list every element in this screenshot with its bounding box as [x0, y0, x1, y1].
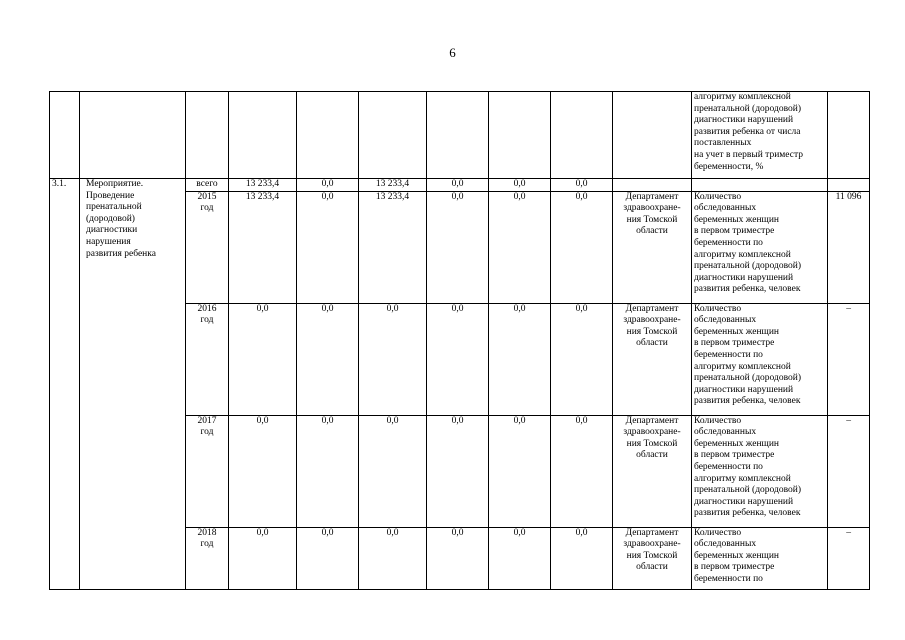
value-cell	[427, 92, 489, 179]
result-value: –	[828, 527, 870, 589]
year-value: 0,0	[359, 415, 427, 527]
total-value: 0,0	[427, 179, 489, 192]
indicator-cell	[692, 179, 828, 192]
value-cell	[359, 92, 427, 179]
year-value: 0,0	[297, 303, 359, 415]
result-cell	[828, 92, 870, 179]
year-value: 13 233,4	[359, 191, 427, 303]
year-label: 2016 год	[186, 303, 229, 415]
indicator: Количество обследованных беременных женщин в первом триместре беременности по алгоритму комплексной пренатальной (дородовой) диагностики нарушений развития ребенка, человек	[692, 303, 828, 415]
indicator-cell: алгоритму комплексной пренатальной (дородовой) диагностики нарушений развития ребенка от числа поставленных на учет в первый триместр беременности, %	[692, 92, 828, 179]
year-value: 0,0	[229, 303, 297, 415]
year-value: 13 233,4	[229, 191, 297, 303]
year-value: 0,0	[551, 303, 613, 415]
result-cell	[828, 179, 870, 192]
year-label: 2015 год	[186, 191, 229, 303]
year-cell	[186, 92, 229, 179]
executor-cell	[613, 92, 692, 179]
year-value: 0,0	[551, 415, 613, 527]
total-row	[50, 179, 870, 192]
year-label: 2018 год	[186, 527, 229, 589]
year-value: 0,0	[229, 415, 297, 527]
name-cell	[80, 92, 186, 179]
indicator: Количество обследованных беременных женщин в первом триместре беременности по алгоритму комплексной пренатальной (дородовой) диагностики нарушений развития ребенка, человек	[692, 191, 828, 303]
year-value: 0,0	[229, 527, 297, 589]
executor-cell	[613, 179, 692, 192]
result-value: –	[828, 303, 870, 415]
executor: Департамент здравоохране- ния Томской области	[613, 303, 692, 415]
page-number: 6	[449, 45, 456, 60]
result-value: –	[828, 415, 870, 527]
year-value: 0,0	[489, 303, 551, 415]
value-cell	[229, 92, 297, 179]
year-value: 0,0	[489, 191, 551, 303]
indicator: Количество обследованных беременных женщин в первом триместре беременности по алгоритму комплексной пренатальной (дородовой) диагностики нарушений развития ребенка, человек	[692, 415, 828, 527]
year-value: 0,0	[427, 191, 489, 303]
value-cell	[551, 92, 613, 179]
year-value: 0,0	[427, 303, 489, 415]
total-label: всего	[186, 179, 229, 192]
year-value: 0,0	[297, 415, 359, 527]
value-cell	[297, 92, 359, 179]
total-value: 0,0	[489, 179, 551, 192]
year-value: 0,0	[359, 303, 427, 415]
result-value: 11 096	[828, 191, 870, 303]
year-value: 0,0	[297, 527, 359, 589]
indicator: Количество обследованных беременных женщин в первом триместре беременности по	[692, 527, 828, 589]
year-value: 0,0	[427, 415, 489, 527]
code-cell	[50, 92, 80, 179]
executor: Департамент здравоохране- ния Томской области	[613, 415, 692, 527]
executor: Департамент здравоохране- ния Томской области	[613, 527, 692, 589]
executor: Департамент здравоохране- ния Томской области	[613, 191, 692, 303]
total-value: 0,0	[551, 179, 613, 192]
continuation-row	[50, 92, 870, 179]
total-value: 13 233,4	[359, 179, 427, 192]
year-value: 0,0	[297, 191, 359, 303]
item-name: Мероприятие. Проведение пренатальной (дородовой) диагностики нарушения развития ребенка	[80, 179, 186, 590]
year-value: 0,0	[551, 191, 613, 303]
year-value: 0,0	[427, 527, 489, 589]
total-value: 0,0	[297, 179, 359, 192]
item-code: 3.1.	[50, 179, 80, 590]
year-label: 2017 год	[186, 415, 229, 527]
year-value: 0,0	[489, 527, 551, 589]
value-cell	[489, 92, 551, 179]
program-table	[49, 91, 870, 590]
year-value: 0,0	[551, 527, 613, 589]
year-value: 0,0	[359, 527, 427, 589]
total-value: 13 233,4	[229, 179, 297, 192]
year-value: 0,0	[489, 415, 551, 527]
